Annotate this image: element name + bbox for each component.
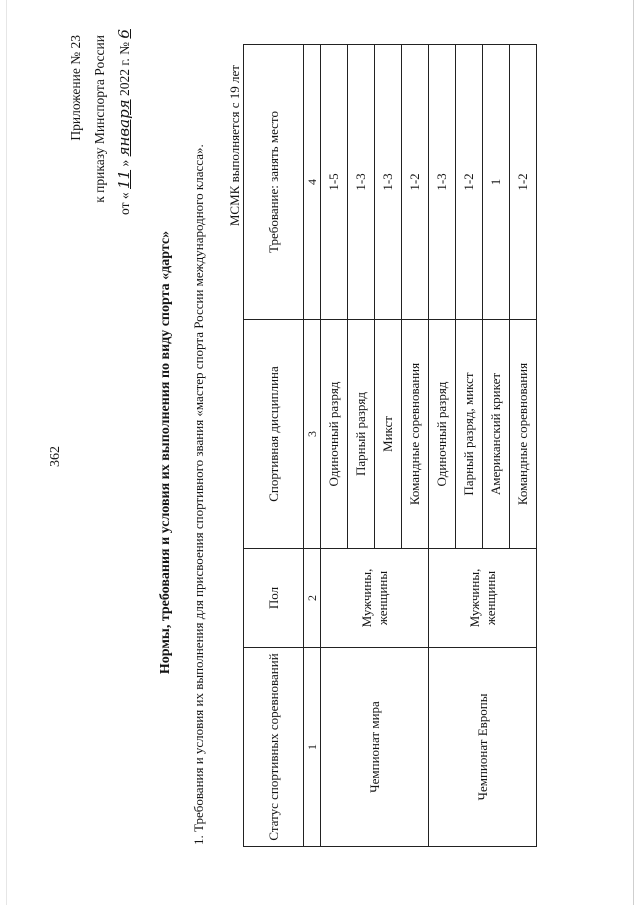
table-header-row [244, 45, 304, 847]
page-number: 362 [48, 446, 63, 467]
discipline-cell: Одиночный разряд [429, 320, 456, 549]
gender-cell: Мужчины, женщины [429, 549, 537, 648]
header-discipline: Спортивная дисциплина [244, 320, 304, 549]
date-year: 2022 [117, 69, 132, 97]
discipline-cell: Парный разряд [348, 320, 375, 549]
place-cell: 1 [483, 45, 510, 320]
discipline-cell: Командные соревнования [510, 320, 537, 549]
intro-paragraph: 1. Требования и условия их выполнения для присвоения спортивного звания «мастер спорта России международного класса». [191, 144, 206, 845]
appendix-number: Приложение № 23 [68, 35, 83, 141]
appendix-date-line [112, 29, 137, 215]
header-place: Требование: занять место [244, 45, 304, 320]
column-number: 3 [304, 320, 321, 549]
document-title: Нормы, требования и условия их выполнения по виду спорта «дартс» [158, 230, 173, 675]
discipline-cell: Одиночный разряд [321, 320, 348, 549]
discipline-cell: Парный разряд, микст [456, 320, 483, 549]
gender-cell: Мужчины, женщины [321, 549, 429, 648]
appendix-order-ref: к приказу Минспорта России [92, 35, 107, 203]
place-cell: 1-2 [402, 45, 429, 320]
place-cell: 1-2 [510, 45, 537, 320]
place-cell: 1-2 [456, 45, 483, 320]
appendix-header [64, 29, 137, 215]
order-number: 6 [115, 29, 133, 39]
header-gender: Пол [244, 549, 304, 648]
discipline-cell: Американский крикет [483, 320, 510, 549]
date-prefix: от « [117, 192, 132, 215]
place-cell: 1-3 [429, 45, 456, 320]
date-month: января [115, 99, 133, 157]
year-suffix: г. № [117, 41, 132, 66]
column-number: 1 [304, 648, 321, 847]
discipline-cell: Командные соревнования [402, 320, 429, 549]
date-day: 11 [115, 169, 133, 190]
norms-table [243, 44, 537, 847]
discipline-cell: Микст [375, 320, 402, 549]
place-cell: 1-5 [321, 45, 348, 320]
table-row [321, 45, 348, 847]
column-number: 4 [304, 45, 321, 320]
table-number-row [304, 45, 321, 847]
table-row [429, 45, 456, 847]
age-note: МСМК выполняется с 19 лет [227, 65, 242, 227]
status-cell: Чемпионат мира [321, 648, 429, 847]
column-number: 2 [304, 549, 321, 648]
date-sep: » [117, 159, 132, 167]
place-cell: 1-3 [375, 45, 402, 320]
header-status: Статус спортивных соревнований [244, 648, 304, 847]
place-cell: 1-3 [348, 45, 375, 320]
status-cell: Чемпионат Европы [429, 648, 537, 847]
